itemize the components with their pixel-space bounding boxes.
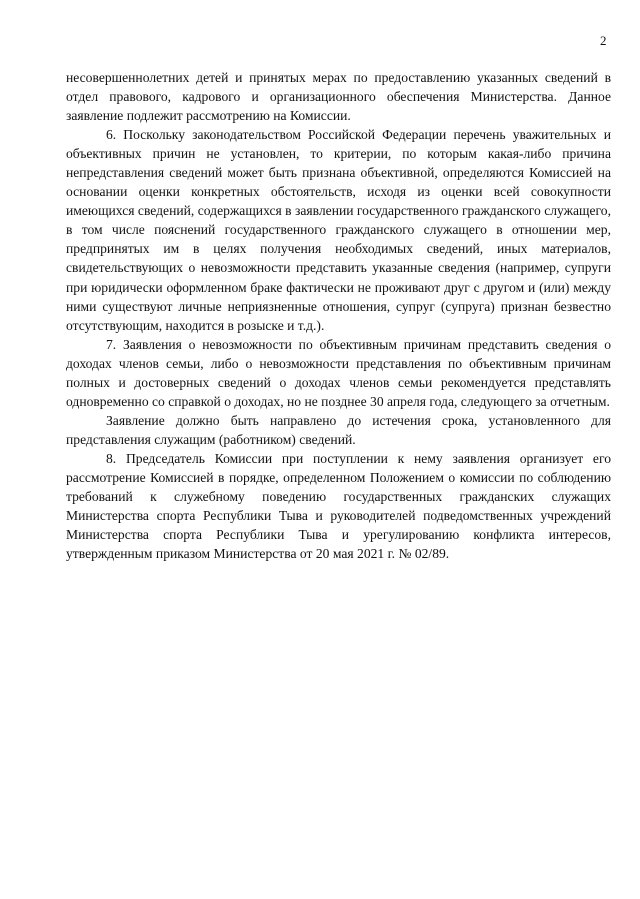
paragraph-deadline-note: Заявление должно быть направлено до истечения срока, установленного для представления служащим (работником) сведений. xyxy=(66,412,611,447)
page-number: 2 xyxy=(600,33,607,48)
paragraph-item-8: 8. Председатель Комиссии при поступлении к нему заявления организует его рассмотрение Комиссией в порядке, определенном Положением о комиссии по соблюдению требований к служебному поведению государственных гражданских служащих Министерства спорта Республики Тыва и руководителей подведомственных учреждений Министерства спорта Республики Тыва и урегулированию конфликта интересов, утвержденным приказом Министерства от 20 мая 2021 г. № 02/89. xyxy=(66,450,611,562)
paragraph-continuation: несовершеннолетних детей и принятых мерах по предоставлению указанных сведений в отдел правового, кадрового и организационного обеспечения Министерства. Данное заявление подлежит рассмотрению на Комиссии. xyxy=(66,70,611,124)
paragraph-item-7: 7. Заявления о невозможности по объективным причинам представить сведения о доходах членов семьи, либо о невозможности представления по объективным причинам полных и достоверных сведений о доходах членов семьи рекомендуется представлять одновременно со справкой о доходах, но не позднее 30 апреля года, следующего за отчетным. xyxy=(66,336,611,409)
document-body xyxy=(66,68,611,563)
paragraph-item-6: 6. Поскольку законодательством Российской Федерации перечень уважительных и объективных причин не установлен, то критерии, по которым какая-либо причина непредставления сведений может быть признана объективной, определяются Комиссией на основании оценки конкретных обстоятельств, исходя из оценки всей совокупности имеющихся сведений, содержащихся в заявлении государственного гражданского служащего, в том числе пояснений государственного гражданского служащего в отношении мер, предпринятых им в целях получения необходимых сведений, иных материалов, свидетельствующих о невозможности представить указанные сведения (например, супруги при юридически оформленном браке фактически не проживают друг с другом и (или) между ними существуют личные неприязненные отношения, супруг (супруга) признан безвестно отсутствующим, находится в розыске и т.д.). xyxy=(66,127,611,333)
